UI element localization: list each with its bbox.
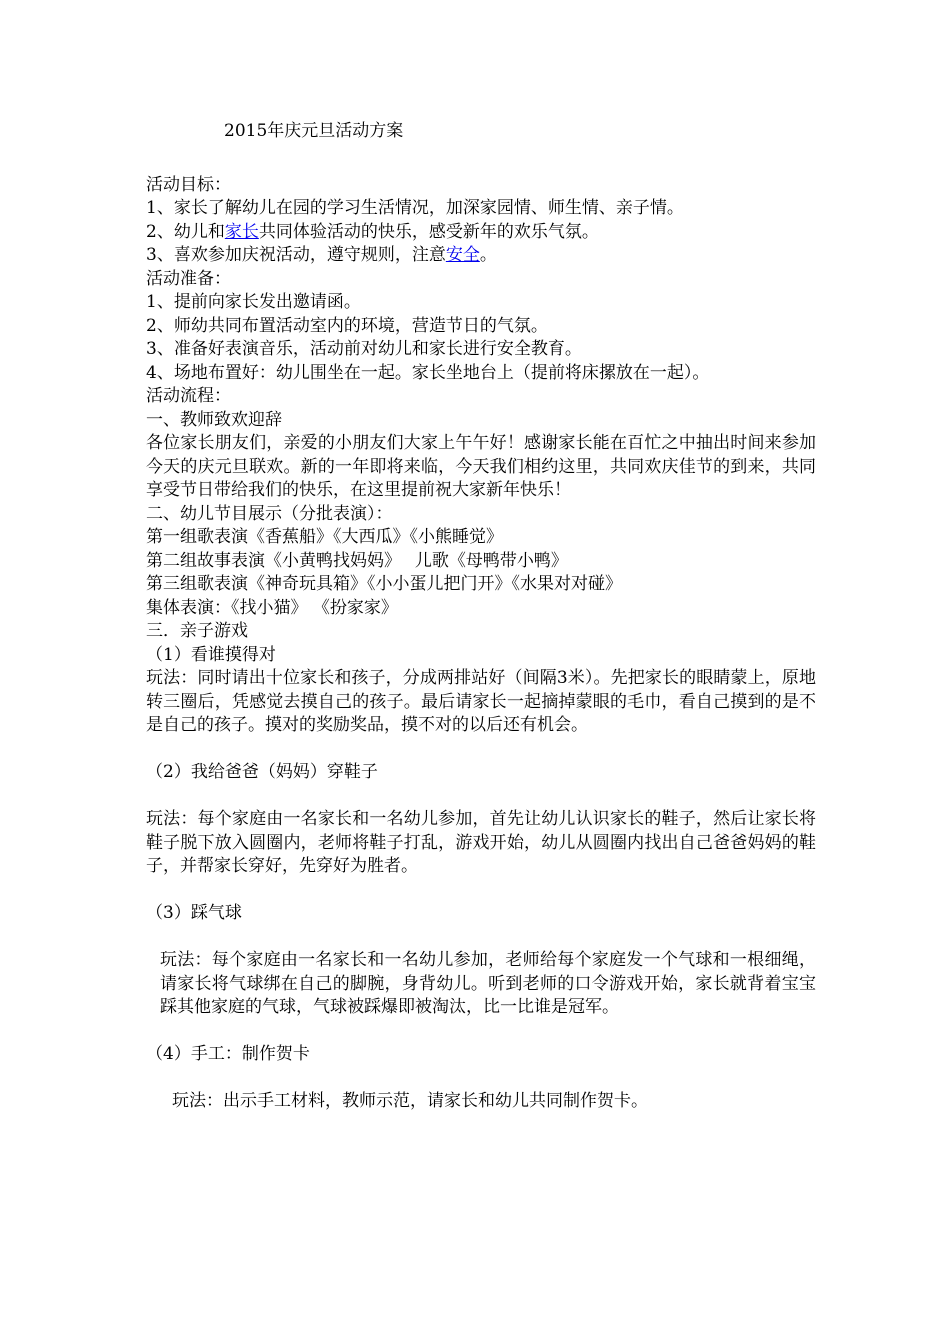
document-page [146,120,816,1114]
spacer [146,1067,816,1091]
show-item-3: 第三组歌表演《神奇玩具箱》《小小蛋儿把门开》《水果对对碰》 [146,574,622,594]
flow-heading: 活动流程： [146,386,231,406]
show-item-4: 集体表演：《找小猫》 《扮家家》 [146,597,398,618]
prep-item-3: 3、准备好表演音乐，活动前对幼儿和家长进行安全教育。 [146,339,582,359]
section-welcome-heading: 一、教师致欢迎辞 [146,409,282,430]
goal-item-2-pre: 2、幼儿和 [146,221,225,242]
prep-heading: 活动准备： [146,268,231,289]
show-item-1: 第一组歌表演《香蕉船》《大西瓜》《小熊睡觉》 [146,527,503,547]
goal-item-3 [146,244,816,268]
game-3-title: （3）踩气球 [146,903,242,923]
spacer [146,1020,816,1044]
game-1-title: （1）看谁摸得对 [146,644,276,665]
prep-item-1: 1、提前向家长发出邀请函。 [146,292,361,312]
section-shows-heading: 二、幼儿节目展示（分批表演）： [146,503,393,524]
game-4-rule: 玩法：出示手工材料，教师示范，请家长和幼儿共同制作贺卡。 [172,1091,648,1111]
game-2-rule: 玩法：每个家庭由一名家长和一名幼儿参加，首先让幼儿认识家长的鞋子，然后让家长将鞋子脱下放入圆圈内，老师将鞋子打乱，游戏开始，幼儿从圆圈内找出自己爸爸妈妈的鞋子，并帮家长穿好，先穿好为胜者。 [146,809,816,876]
spacer [146,879,816,903]
spacer [146,785,816,809]
game-1-rule: 玩法：同时请出十位家长和孩子，分成两排站好（间隔3米）。先把家长的眼睛蒙上，原地转三圈后，凭感觉去摸自己的孩子。最后请家长一起摘掉蒙眼的毛巾，看自己摸到的是不是自己的孩子。摸对的奖励奖品，摸不对的以后还有机会。 [146,668,816,735]
game-4-title: （4）手工：制作贺卡 [146,1044,310,1064]
goals-heading: 活动目标： [146,174,231,195]
prep-item-4: 4、场地布置好：幼儿围坐在一起。家长坐地台上（提前将床摞放在一起）。 [146,362,710,383]
spacer [146,926,816,950]
goal-item-3-post: 。 [479,245,497,265]
safety-link[interactable]: 安全 [445,245,480,265]
welcome-speech: 各位家长朋友们，亲爱的小朋友们大家上午午好！感谢家长能在百忙之中抽出时间来参加今天的庆元旦联欢。新的一年即将来临，今天我们相约这里，共同欢庆佳节的到来，共同享受节日带给我们的快乐，在这里提前祝大家新年快乐！ [146,433,816,500]
goal-item-2 [146,221,816,245]
goal-item-1: 1、家长了解幼儿在园的学习生活情况，加深家园情、师生情、亲子情。 [146,198,684,218]
game-3-rule: 玩法：每个家庭由一名家长和一名幼儿参加，老师给每个家庭发一个气球和一根细绳，请家长将气球绑在自己的脚腕，身背幼儿。听到老师的口令游戏开始，家长就背着宝宝踩其他家庭的气球，气球被踩爆即被淘汰，比一比谁是冠军。 [160,950,816,1017]
show-item-2: 第二组故事表演《小黄鸭找妈妈》 儿歌《母鸭带小鸭》 [146,550,568,571]
document-title: 2015年庆元旦活动方案 [224,121,404,141]
section-games-heading: 三．亲子游戏 [146,621,248,641]
prep-item-2: 2、师幼共同布置活动室内的环境，营造节日的气氛。 [146,315,548,336]
goal-item-3-pre: 3、喜欢参加庆祝活动，遵守规则，注意 [146,245,446,265]
spacer [146,738,816,762]
game-2-title: （2）我给爸爸（妈妈）穿鞋子 [146,762,378,782]
parents-link[interactable]: 家长 [224,221,259,242]
goal-item-2-post: 共同体验活动的快乐，感受新年的欢乐气氛。 [258,221,599,242]
